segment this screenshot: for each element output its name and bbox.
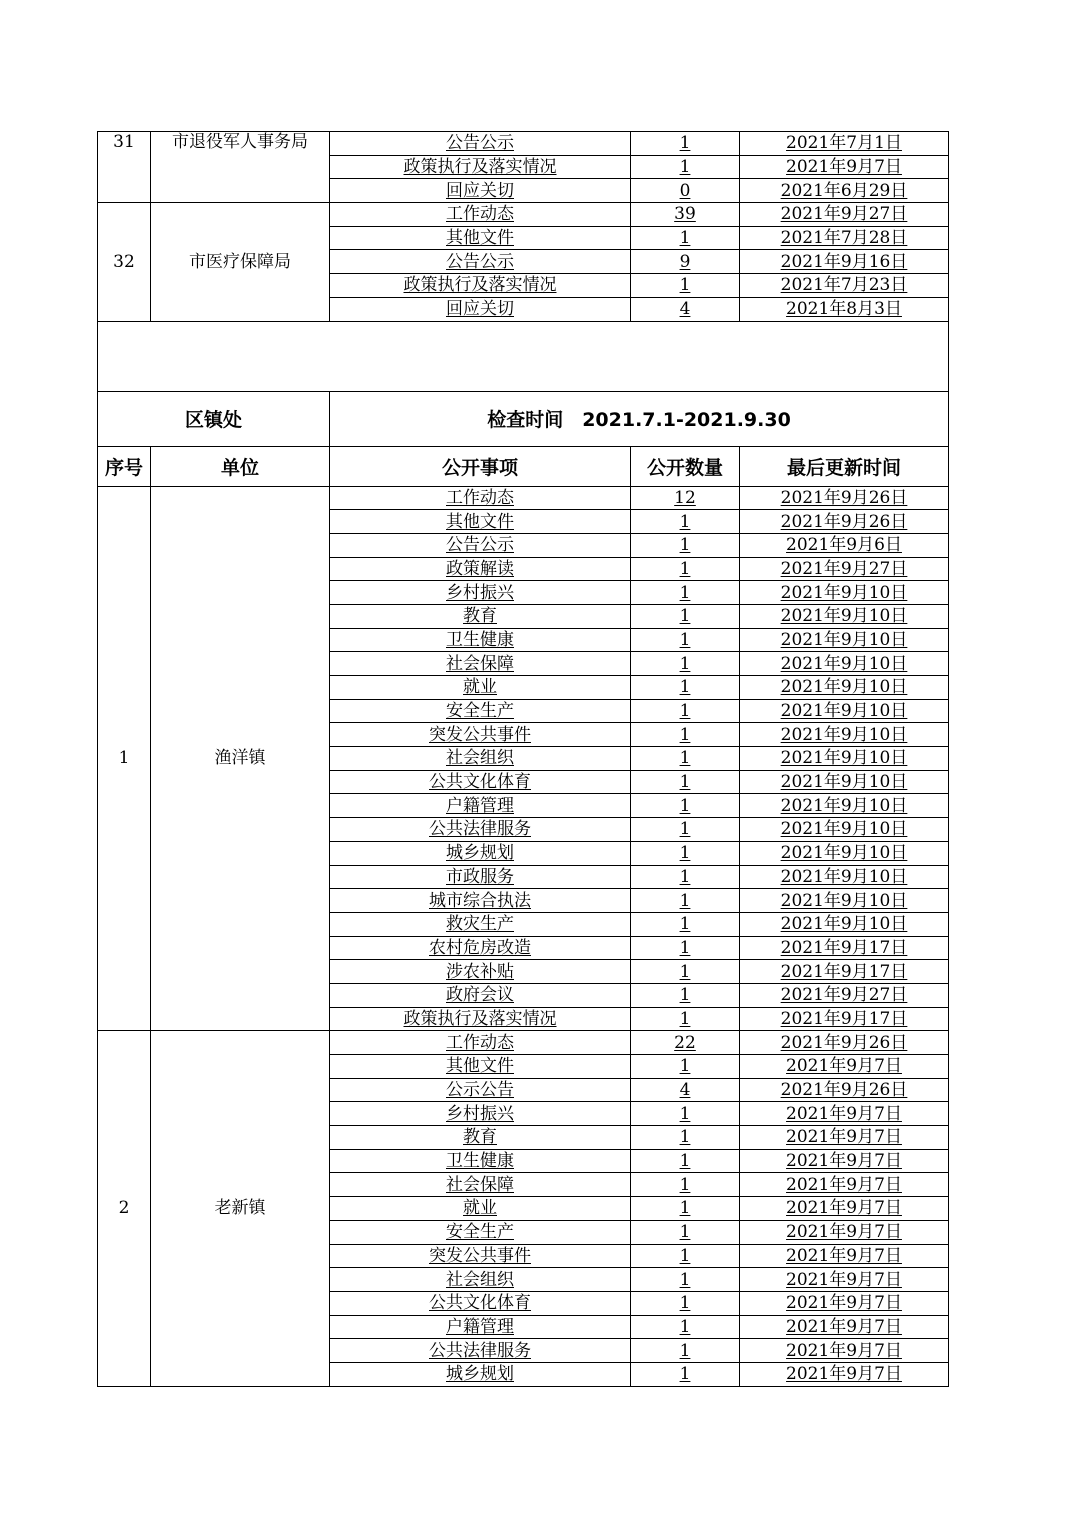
count-cell: 1 bbox=[631, 747, 740, 771]
date-cell: 2021年9月10日 bbox=[740, 889, 949, 913]
count-cell: 1 bbox=[631, 132, 740, 156]
item-cell: 政策执行及落实情况 bbox=[330, 274, 631, 298]
count-cell: 1 bbox=[631, 510, 740, 534]
date-cell: 2021年9月7日 bbox=[740, 1339, 949, 1363]
item-cell: 工作动态 bbox=[330, 1031, 631, 1055]
item-cell: 农村危房改造 bbox=[330, 936, 631, 960]
date-cell: 2021年9月7日 bbox=[740, 1102, 949, 1126]
count-cell: 9 bbox=[631, 250, 740, 274]
section-header-body bbox=[98, 321, 949, 486]
count-cell: 0 bbox=[631, 179, 740, 203]
date-cell: 2021年9月17日 bbox=[740, 936, 949, 960]
unit-cell: 渔洋镇 bbox=[151, 486, 330, 1031]
item-cell: 政策执行及落实情况 bbox=[330, 1007, 631, 1031]
date-cell: 2021年9月10日 bbox=[740, 652, 949, 676]
count-cell: 1 bbox=[631, 960, 740, 984]
date-cell: 2021年9月10日 bbox=[740, 770, 949, 794]
count-cell: 39 bbox=[631, 203, 740, 227]
date-cell: 2021年9月7日 bbox=[740, 1362, 949, 1386]
spacer-row bbox=[98, 321, 949, 391]
count-cell: 1 bbox=[631, 1055, 740, 1079]
date-cell: 2021年9月10日 bbox=[740, 818, 949, 842]
item-cell: 公共文化体育 bbox=[330, 770, 631, 794]
count-cell: 4 bbox=[631, 1078, 740, 1102]
table-row bbox=[98, 1031, 949, 1055]
count-cell: 1 bbox=[631, 155, 740, 179]
item-cell: 工作动态 bbox=[330, 203, 631, 227]
date-cell: 2021年8月3日 bbox=[740, 297, 949, 321]
count-cell: 1 bbox=[631, 1220, 740, 1244]
count-cell: 1 bbox=[631, 1291, 740, 1315]
check-time: 检查时间 2021.7.1-2021.9.30 bbox=[330, 391, 949, 446]
count-cell: 1 bbox=[631, 1102, 740, 1126]
date-cell: 2021年9月27日 bbox=[740, 557, 949, 581]
count-cell: 1 bbox=[631, 1339, 740, 1363]
count-cell: 1 bbox=[631, 1173, 740, 1197]
count-cell: 1 bbox=[631, 604, 740, 628]
item-cell: 救灾生产 bbox=[330, 912, 631, 936]
count-cell: 1 bbox=[631, 1197, 740, 1221]
item-cell: 社会保障 bbox=[330, 652, 631, 676]
item-cell: 回应关切 bbox=[330, 179, 631, 203]
count-cell: 1 bbox=[631, 274, 740, 298]
item-cell: 城乡规划 bbox=[330, 1362, 631, 1386]
count-cell: 4 bbox=[631, 297, 740, 321]
date-cell: 2021年9月27日 bbox=[740, 203, 949, 227]
count-cell: 1 bbox=[631, 628, 740, 652]
header-seq: 序号 bbox=[98, 446, 151, 486]
count-cell: 1 bbox=[631, 865, 740, 889]
item-cell: 安全生产 bbox=[330, 699, 631, 723]
date-cell: 2021年9月7日 bbox=[740, 1291, 949, 1315]
item-cell: 工作动态 bbox=[330, 486, 631, 510]
date-cell: 2021年9月7日 bbox=[740, 1055, 949, 1079]
header-date: 最后更新时间 bbox=[740, 446, 949, 486]
date-cell: 2021年9月10日 bbox=[740, 581, 949, 605]
count-cell: 1 bbox=[631, 581, 740, 605]
item-cell: 社会保障 bbox=[330, 1173, 631, 1197]
seq-cell: 2 bbox=[98, 1031, 151, 1386]
count-cell: 1 bbox=[631, 533, 740, 557]
district-section-body bbox=[98, 486, 949, 1386]
item-cell: 城乡规划 bbox=[330, 841, 631, 865]
date-cell: 2021年9月10日 bbox=[740, 723, 949, 747]
date-cell: 2021年9月7日 bbox=[740, 1126, 949, 1150]
unit-cell: 市医疗保障局 bbox=[151, 203, 330, 321]
header-item: 公开事项 bbox=[330, 446, 631, 486]
date-cell: 2021年9月10日 bbox=[740, 794, 949, 818]
item-cell: 突发公共事件 bbox=[330, 723, 631, 747]
seq-cell: 32 bbox=[98, 203, 151, 321]
count-cell: 1 bbox=[631, 1007, 740, 1031]
count-cell: 1 bbox=[631, 936, 740, 960]
item-cell: 就业 bbox=[330, 1197, 631, 1221]
date-cell: 2021年9月17日 bbox=[740, 1007, 949, 1031]
seq-cell: 31 bbox=[98, 132, 151, 203]
seq-cell: 1 bbox=[98, 486, 151, 1031]
item-cell: 公告公示 bbox=[330, 250, 631, 274]
date-cell: 2021年9月10日 bbox=[740, 628, 949, 652]
item-cell: 其他文件 bbox=[330, 1055, 631, 1079]
date-cell: 2021年9月10日 bbox=[740, 699, 949, 723]
count-cell: 1 bbox=[631, 912, 740, 936]
unit-cell: 老新镇 bbox=[151, 1031, 330, 1386]
item-cell: 教育 bbox=[330, 604, 631, 628]
date-cell: 2021年9月26日 bbox=[740, 486, 949, 510]
count-cell: 1 bbox=[631, 1126, 740, 1150]
date-cell: 2021年9月7日 bbox=[740, 1315, 949, 1339]
item-cell: 社会组织 bbox=[330, 747, 631, 771]
spreadsheet bbox=[97, 131, 948, 1387]
date-cell: 2021年6月29日 bbox=[740, 179, 949, 203]
item-cell: 其他文件 bbox=[330, 510, 631, 534]
item-cell: 突发公共事件 bbox=[330, 1244, 631, 1268]
item-cell: 户籍管理 bbox=[330, 794, 631, 818]
date-cell: 2021年7月1日 bbox=[740, 132, 949, 156]
table-row bbox=[98, 486, 949, 510]
count-cell: 1 bbox=[631, 794, 740, 818]
date-cell: 2021年9月26日 bbox=[740, 1078, 949, 1102]
item-cell: 安全生产 bbox=[330, 1220, 631, 1244]
date-cell: 2021年9月10日 bbox=[740, 747, 949, 771]
section-title: 区镇处 bbox=[98, 391, 330, 446]
item-cell: 教育 bbox=[330, 1126, 631, 1150]
item-cell: 社会组织 bbox=[330, 1268, 631, 1292]
section-title-row bbox=[98, 391, 949, 446]
count-cell: 1 bbox=[631, 699, 740, 723]
date-cell: 2021年9月10日 bbox=[740, 865, 949, 889]
date-cell: 2021年9月10日 bbox=[740, 676, 949, 700]
item-cell: 卫生健康 bbox=[330, 628, 631, 652]
count-cell: 1 bbox=[631, 1315, 740, 1339]
count-cell: 12 bbox=[631, 486, 740, 510]
table-row bbox=[98, 203, 949, 227]
count-cell: 1 bbox=[631, 652, 740, 676]
count-cell: 1 bbox=[631, 1268, 740, 1292]
item-cell: 乡村振兴 bbox=[330, 581, 631, 605]
item-cell: 其他文件 bbox=[330, 226, 631, 250]
count-cell: 1 bbox=[631, 1149, 740, 1173]
item-cell: 公告公示 bbox=[330, 533, 631, 557]
count-cell: 1 bbox=[631, 1362, 740, 1386]
count-cell: 1 bbox=[631, 1244, 740, 1268]
date-cell: 2021年9月7日 bbox=[740, 155, 949, 179]
count-cell: 1 bbox=[631, 983, 740, 1007]
count-cell: 1 bbox=[631, 889, 740, 913]
date-cell: 2021年7月23日 bbox=[740, 274, 949, 298]
date-cell: 2021年9月26日 bbox=[740, 510, 949, 534]
date-cell: 2021年9月6日 bbox=[740, 533, 949, 557]
count-cell: 1 bbox=[631, 557, 740, 581]
item-cell: 公共法律服务 bbox=[330, 1339, 631, 1363]
column-header-row bbox=[98, 446, 949, 486]
item-cell: 就业 bbox=[330, 676, 631, 700]
unit-cell: 市退役军人事务局 bbox=[151, 132, 330, 203]
item-cell: 公示公告 bbox=[330, 1078, 631, 1102]
date-cell: 2021年9月10日 bbox=[740, 841, 949, 865]
item-cell: 户籍管理 bbox=[330, 1315, 631, 1339]
item-cell: 政策执行及落实情况 bbox=[330, 155, 631, 179]
item-cell: 市政服务 bbox=[330, 865, 631, 889]
date-cell: 2021年9月10日 bbox=[740, 604, 949, 628]
date-cell: 2021年9月26日 bbox=[740, 1031, 949, 1055]
top-section-body bbox=[98, 132, 949, 322]
item-cell: 公共法律服务 bbox=[330, 818, 631, 842]
date-cell: 2021年9月7日 bbox=[740, 1173, 949, 1197]
date-cell: 2021年9月17日 bbox=[740, 960, 949, 984]
count-cell: 1 bbox=[631, 676, 740, 700]
date-cell: 2021年9月7日 bbox=[740, 1268, 949, 1292]
date-cell: 2021年9月16日 bbox=[740, 250, 949, 274]
date-cell: 2021年9月7日 bbox=[740, 1197, 949, 1221]
count-cell: 1 bbox=[631, 818, 740, 842]
count-cell: 1 bbox=[631, 770, 740, 794]
header-unit: 单位 bbox=[151, 446, 330, 486]
item-cell: 涉农补贴 bbox=[330, 960, 631, 984]
date-cell: 2021年9月7日 bbox=[740, 1149, 949, 1173]
item-cell: 政府会议 bbox=[330, 983, 631, 1007]
count-cell: 22 bbox=[631, 1031, 740, 1055]
count-cell: 1 bbox=[631, 226, 740, 250]
date-cell: 2021年9月27日 bbox=[740, 983, 949, 1007]
count-cell: 1 bbox=[631, 841, 740, 865]
date-cell: 2021年9月7日 bbox=[740, 1244, 949, 1268]
item-cell: 回应关切 bbox=[330, 297, 631, 321]
spacer-cell bbox=[98, 321, 949, 391]
date-cell: 2021年7月28日 bbox=[740, 226, 949, 250]
item-cell: 政策解读 bbox=[330, 557, 631, 581]
date-cell: 2021年9月10日 bbox=[740, 912, 949, 936]
table-row bbox=[98, 132, 949, 156]
header-count: 公开数量 bbox=[631, 446, 740, 486]
item-cell: 城市综合执法 bbox=[330, 889, 631, 913]
count-cell: 1 bbox=[631, 723, 740, 747]
disclosure-table bbox=[97, 131, 949, 1387]
item-cell: 乡村振兴 bbox=[330, 1102, 631, 1126]
date-cell: 2021年9月7日 bbox=[740, 1220, 949, 1244]
item-cell: 公告公示 bbox=[330, 132, 631, 156]
item-cell: 公共文化体育 bbox=[330, 1291, 631, 1315]
item-cell: 卫生健康 bbox=[330, 1149, 631, 1173]
